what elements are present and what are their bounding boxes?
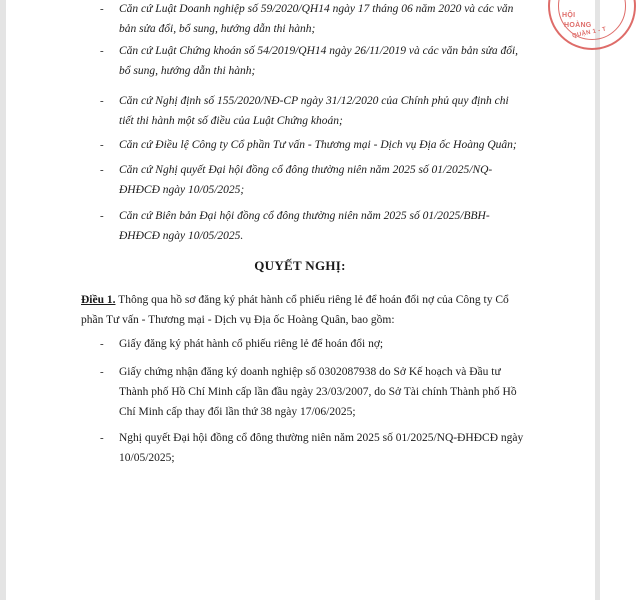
- legal-basis-line: Căn cứ Nghị quyết Đại hội đồng cổ đông thường niên năm 2025 số 01/2025/NQ-: [119, 164, 493, 176]
- legal-basis-item: [119, 91, 509, 131]
- stamp-text-3: QUẬN 1 - T: [571, 26, 607, 40]
- bullet-dash: -: [100, 210, 104, 222]
- legal-basis-line: ĐHĐCĐ ngày 10/05/2025;: [119, 184, 245, 196]
- document-item-line: Nghị quyết Đại hội đồng cổ đông thường niên năm 2025 số 01/2025/NQ-ĐHĐCĐ ngày: [119, 432, 524, 444]
- bullet-dash: -: [100, 45, 104, 57]
- document-item-line: 10/05/2025;: [119, 452, 175, 464]
- article-1-intro-line-1: [81, 290, 509, 310]
- bullet-dash: -: [100, 95, 104, 107]
- legal-basis-line: Căn cứ Nghị định số 155/2020/NĐ-CP ngày 31/12/2020 của Chính phủ quy định chi: [119, 95, 509, 107]
- legal-basis-item: [119, 0, 513, 39]
- legal-basis-item: [119, 41, 518, 81]
- document-item-line: Giấy đăng ký phát hành cổ phiếu riêng lẻ để hoán đổi nợ;: [119, 338, 384, 350]
- bullet-dash: -: [100, 164, 104, 176]
- document-item: [119, 362, 517, 422]
- article-1-intro: [81, 290, 509, 330]
- article-1-label: Điều 1.: [81, 294, 116, 306]
- bullet-dash: -: [100, 3, 104, 15]
- article-1-intro-text: Thông qua hồ sơ đăng ký phát hành cổ phiếu riêng lẻ để hoán đổi nợ của Công ty Cổ: [115, 294, 509, 306]
- legal-basis-line: bổ sung, hướng dẫn thi hành;: [119, 65, 256, 77]
- legal-basis-line: Căn cứ Luật Chứng khoán số 54/2019/QH14 ngày 26/11/2019 và các văn bản sửa đổi,: [119, 45, 519, 57]
- document-item-line: Chí Minh cấp thay đổi lần thứ 38 ngày 17/06/2025;: [119, 406, 356, 418]
- legal-basis-line: Căn cứ Luật Doanh nghiệp số 59/2020/QH14 ngày 17 tháng 06 năm 2020 và các văn: [119, 3, 514, 15]
- bullet-dash: -: [100, 432, 104, 444]
- article-1-intro-line-2: phần Tư vấn - Thương mại - Dịch vụ Địa ốc Hoàng Quân, bao gồm:: [81, 314, 395, 326]
- stamp-text-1: HỘI: [562, 12, 576, 19]
- bullet-dash: -: [100, 139, 104, 151]
- stamp-text-2: HOÀNG: [564, 22, 592, 29]
- bullet-dash: -: [100, 366, 104, 378]
- legal-basis-line: Căn cứ Biên bản Đại hội đồng cổ đông thường niên năm 2025 số 01/2025/BBH-: [119, 210, 490, 222]
- legal-basis-item: [119, 206, 490, 246]
- legal-basis-line: tiết thi hành một số điều của Luật Chứng khoán;: [119, 115, 343, 127]
- bullet-dash: -: [100, 338, 104, 350]
- scan-border-right: [595, 0, 600, 600]
- legal-basis-line: ĐHĐCĐ ngày 10/05/2025.: [119, 230, 244, 242]
- legal-basis-line: Căn cứ Điều lệ Công ty Cổ phần Tư vấn - Thương mại - Dịch vụ Địa ốc Hoàng Quân;: [119, 139, 517, 151]
- document-item: [119, 334, 383, 354]
- legal-basis-item: [119, 160, 492, 200]
- document-item-line: Thành phố Hồ Chí Minh cấp lần đầu ngày 23/03/2007, do Sở Tài chính Thành phố Hồ: [119, 386, 517, 398]
- legal-basis-item: [119, 135, 517, 155]
- company-seal-stamp: [548, 0, 636, 50]
- legal-basis-line: bản sửa đổi, bổ sung, hướng dẫn thi hành;: [119, 23, 316, 35]
- document-item: [119, 428, 523, 468]
- document-item-line: Giấy chứng nhận đăng ký doanh nghiệp số 0302087938 do Sở Kế hoạch và Đầu tư: [119, 366, 501, 378]
- scan-border-left: [0, 0, 6, 600]
- resolution-heading: QUYẾT NGHỊ:: [254, 258, 346, 273]
